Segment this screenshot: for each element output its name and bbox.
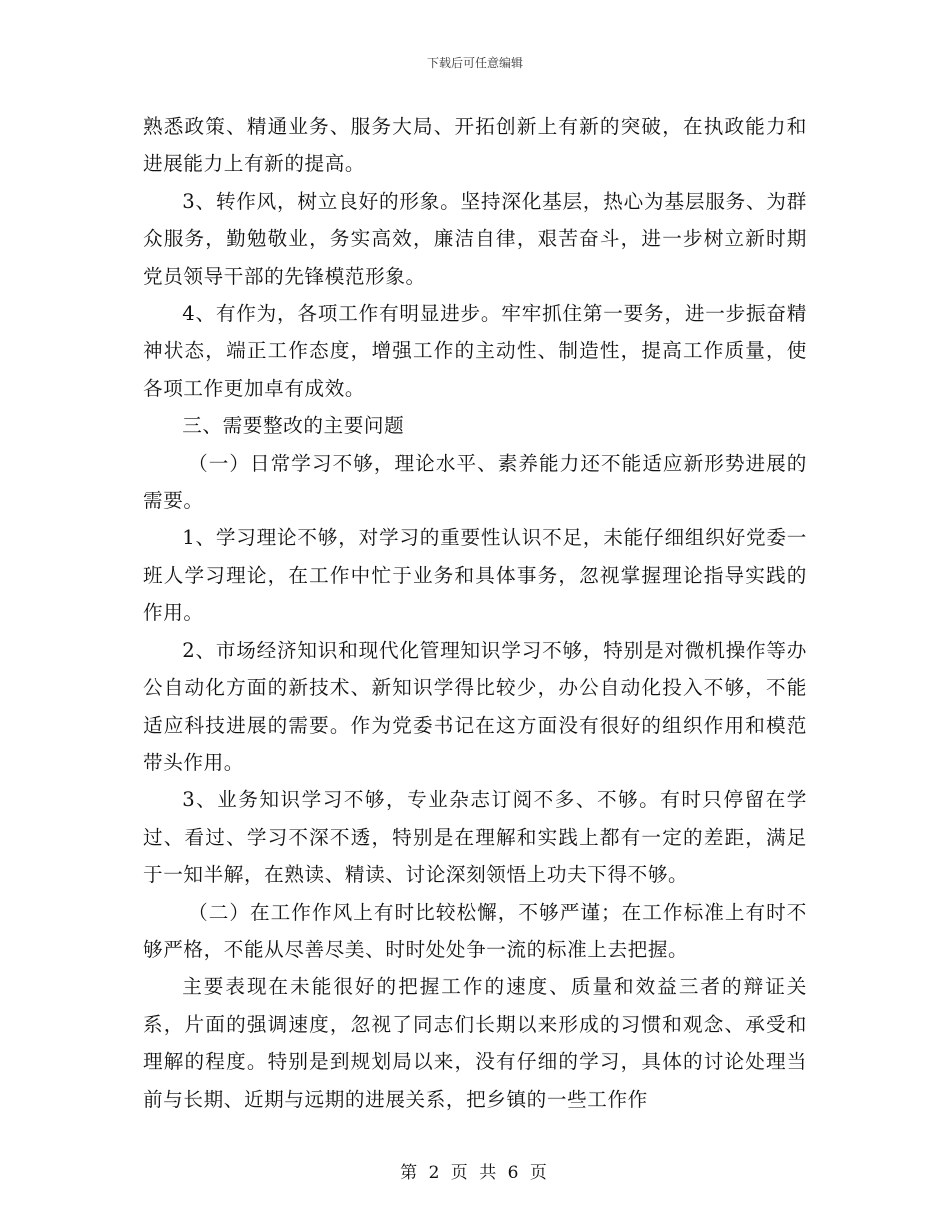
paragraph-5: 2、市场经济知识和现代化管理知识学习不够，特别是对微机操作等办公自动化方面的新技术、新知识学得比较少，办公自动化投入不够，不能适应科技进展的需要。作为党委书记在这方面没有很好的组织作用和模范带头作用。 bbox=[143, 638, 807, 774]
subsection-heading-2: （二）在工作作风上有时比较松懈，不够严谨；在工作标准上有时不够严格，不能从尽善尽美、时时处处争一流的标准上去把握。 bbox=[143, 900, 807, 961]
paragraph-7: 主要表现在未能很好的把握工作的速度、质量和效益三者的辩证关系，片面的强调速度，忽视了同志们长期以来形成的习惯和观念、承受和理解的程度。特别是到规划局以来，没有仔细的学习，具体的讨论处理当前与长期、近期与远期的进展关系，把乡镇的一些工作作 bbox=[143, 975, 807, 1111]
paragraph-3: 4、有作为，各项工作有明显进步。牢牢抓住第一要务，进一步振奋精神状态，端正工作态度，增强工作的主动性、制造性，提高工作质量，使各项工作更加卓有成效。 bbox=[143, 302, 807, 400]
subsection-heading-1: （一）日常学习不够，理论水平、素养能力还不能适应新形势进展的需要。 bbox=[143, 451, 807, 513]
page-number-footer: 第 2 页 共 6 页 bbox=[400, 1163, 550, 1183]
paragraph-2: 3、转作风，树立良好的形象。坚持深化基层，热心为基层服务、为群众服务，勤勉敬业，务实高效，廉洁自律，艰苦奋斗，进一步树立新时期党员领导干部的先锋模范形象。 bbox=[143, 189, 807, 288]
paragraph-4: 1、学习理论不够，对学习的重要性认识不足，未能仔细组织好党委一班人学习理论，在工作中忙于业务和具体事务，忽视掌握理论指导实践的作用。 bbox=[143, 526, 807, 625]
section-heading-3: 三、需要整改的主要问题 bbox=[182, 414, 405, 438]
paragraph-6: 3、业务知识学习不够，专业杂志订阅不多、不够。有时只停留在学过、看过、学习不深不透，特别是在理解和实践上都有一定的差距，满足于一知半解，在熟读、精读、讨论深刻领悟上功夫下得不够。 bbox=[143, 788, 807, 887]
paragraph-1: 熟悉政策、精通业务、服务大局、开拓创新上有新的突破，在执政能力和进展能力上有新的提高。 bbox=[143, 115, 807, 176]
page-header: 下载后可任意编辑 bbox=[426, 56, 523, 70]
document-body bbox=[143, 108, 807, 1118]
